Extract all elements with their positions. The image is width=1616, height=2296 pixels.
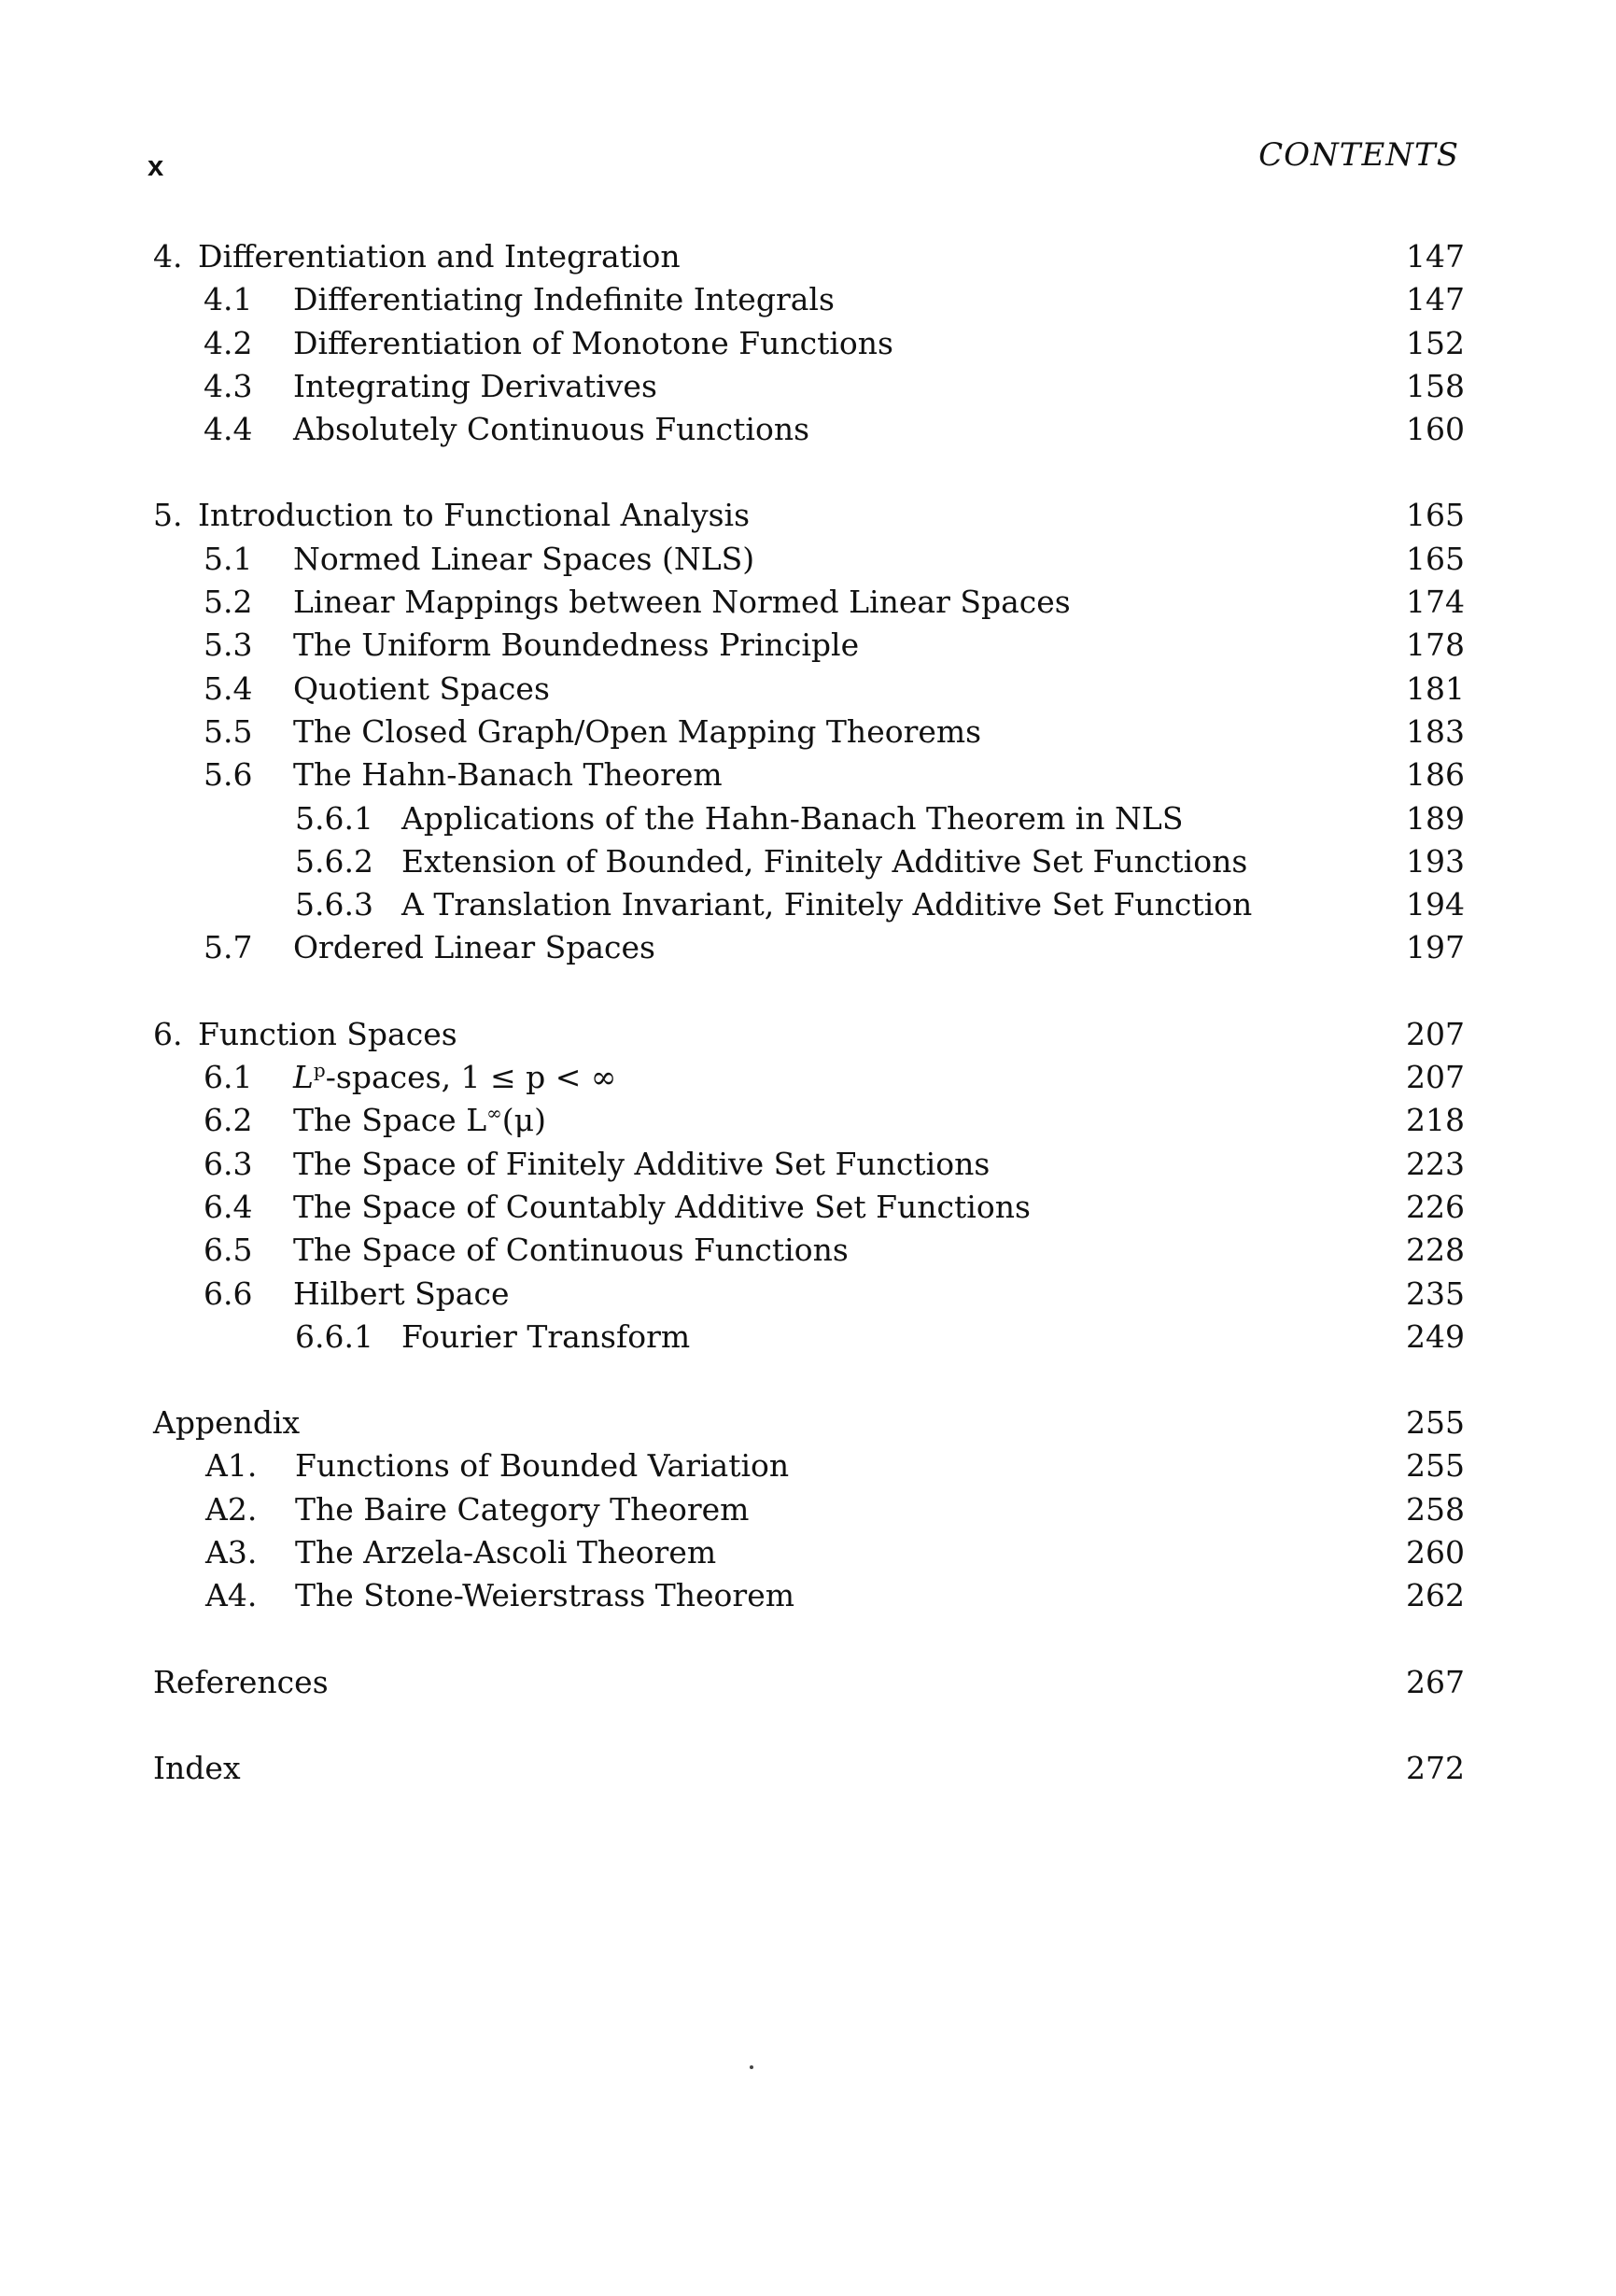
- entry-number: 5.2: [204, 584, 253, 621]
- entry-title: Ordered Linear Spaces: [293, 929, 655, 966]
- entry-title: Linear Mappings between Normed Linear Spaces: [293, 584, 1071, 621]
- entry-title: [293, 1056, 616, 1099]
- entry-page: 267: [1406, 1663, 1465, 1700]
- toc-entry-chapter[interactable]: [153, 1013, 1465, 1056]
- chapter-4: [153, 235, 1465, 451]
- entry-page: 194: [1406, 886, 1465, 923]
- entry-number: 6.5: [204, 1232, 253, 1269]
- entry-page: 235: [1406, 1275, 1465, 1312]
- entry-page: 181: [1406, 669, 1465, 707]
- entry-title: Applications of the Hahn-Banach Theorem in NLS: [401, 799, 1184, 837]
- toc-entry-section[interactable]: [153, 278, 1465, 321]
- entry-page: 189: [1406, 799, 1465, 837]
- toc-entry-section[interactable]: [153, 408, 1465, 451]
- toc-entry-chapter[interactable]: [153, 235, 1465, 278]
- entry-page: 178: [1406, 627, 1465, 664]
- entry-number: 5.6: [204, 756, 253, 794]
- entry-page: 223: [1406, 1145, 1465, 1182]
- entry-page: 272: [1406, 1749, 1465, 1786]
- entry-page: 228: [1406, 1232, 1465, 1269]
- entry-page: 147: [1406, 281, 1465, 318]
- entry-number: 6.3: [204, 1145, 253, 1182]
- entry-number: 5.6.3: [295, 886, 373, 923]
- entry-title: The Closed Graph/Open Mapping Theorems: [293, 712, 982, 750]
- entry-title: The Hahn-Banach Theorem: [293, 756, 723, 794]
- entry-title: The Baire Category Theorem: [295, 1490, 750, 1528]
- entry-number: 5.7: [204, 929, 253, 966]
- index: [153, 1747, 1465, 1790]
- table-of-contents: [153, 235, 1465, 1833]
- toc-entry-section[interactable]: [153, 711, 1465, 754]
- entry-title: Absolutely Continuous Functions: [293, 411, 810, 448]
- entry-page: 255: [1406, 1447, 1465, 1485]
- entry-page: 152: [1406, 324, 1465, 361]
- entry-page: 249: [1406, 1317, 1465, 1355]
- entry-page: 226: [1406, 1188, 1465, 1225]
- toc-entry-section[interactable]: [153, 1143, 1465, 1186]
- toc-entry-section[interactable]: [153, 1056, 1465, 1099]
- toc-entry-section[interactable]: [153, 581, 1465, 624]
- entry-page: 160: [1406, 411, 1465, 448]
- entry-title: References: [153, 1663, 329, 1700]
- entry-number: A3.: [205, 1534, 258, 1571]
- entry-title: Hilbert Space: [293, 1275, 510, 1312]
- entry-title: Quotient Spaces: [293, 669, 550, 707]
- toc-entry-section[interactable]: [153, 1273, 1465, 1316]
- entry-page: 165: [1406, 497, 1465, 534]
- entry-page: 207: [1406, 1015, 1465, 1052]
- entry-number: 5.6.2: [295, 842, 373, 880]
- toc-entry-subsection[interactable]: [153, 1316, 1465, 1359]
- title-text: -spaces, 1 ≤ p < ∞: [325, 1059, 617, 1096]
- entry-page: 147: [1406, 238, 1465, 275]
- toc-entry-section[interactable]: [153, 538, 1465, 581]
- entry-number: 5.5: [204, 712, 253, 750]
- references: [153, 1661, 1465, 1704]
- chapter-5: [153, 494, 1465, 969]
- toc-entry-appendix-section[interactable]: [153, 1531, 1465, 1574]
- running-head: CONTENTS: [1258, 136, 1459, 174]
- appendix: [153, 1402, 1465, 1617]
- toc-entry-section[interactable]: [153, 322, 1465, 365]
- entry-page: 174: [1406, 584, 1465, 621]
- entry-number: 6.2: [204, 1102, 253, 1139]
- entry-page: 186: [1406, 756, 1465, 794]
- toc-entry-section[interactable]: [153, 926, 1465, 969]
- scan-speck: [750, 2065, 753, 2069]
- entry-title: Differentiation of Monotone Functions: [293, 324, 893, 361]
- page-number: x: [148, 149, 164, 182]
- entry-title: Integrating Derivatives: [293, 367, 657, 404]
- entry-title: The Space of Finitely Additive Set Functions: [293, 1145, 991, 1182]
- toc-entry-section[interactable]: [153, 754, 1465, 796]
- entry-number: A4.: [205, 1577, 258, 1614]
- entry-number: 5.4: [204, 669, 253, 707]
- entry-title: [293, 1099, 546, 1142]
- entry-title: Differentiation and Integration: [198, 238, 681, 275]
- entry-number: 6.6.1: [295, 1317, 373, 1355]
- entry-page: 218: [1406, 1102, 1465, 1139]
- toc-entry-section[interactable]: [153, 624, 1465, 667]
- entry-number: 4.2: [204, 324, 253, 361]
- entry-page: 255: [1406, 1404, 1465, 1442]
- entry-title: Introduction to Functional Analysis: [198, 497, 751, 534]
- toc-entry-index[interactable]: [153, 1747, 1465, 1790]
- title-suffix: (μ): [501, 1102, 546, 1139]
- entry-title: The Space of Continuous Functions: [293, 1232, 849, 1269]
- title-text: The Space L: [293, 1102, 487, 1139]
- superscript-infinity: ∞: [486, 1102, 502, 1125]
- entry-number: 5.3: [204, 627, 253, 664]
- entry-number: 4.1: [204, 281, 253, 318]
- entry-page: 262: [1406, 1577, 1465, 1614]
- entry-title: Index: [153, 1749, 241, 1786]
- entry-title: The Arzela-Ascoli Theorem: [295, 1534, 717, 1571]
- entry-page: 165: [1406, 540, 1465, 577]
- entry-number: 4.4: [204, 411, 253, 448]
- entry-page: 183: [1406, 712, 1465, 750]
- entry-title: The Uniform Boundedness Principle: [293, 627, 860, 664]
- entry-number: A2.: [205, 1490, 258, 1528]
- entry-title: Differentiating Indefinite Integrals: [293, 281, 835, 318]
- toc-entry-appendix-section[interactable]: [153, 1444, 1465, 1487]
- entry-number: 6.4: [204, 1188, 253, 1225]
- entry-number: 4.: [153, 238, 183, 275]
- entry-number: 6.6: [204, 1275, 253, 1312]
- toc-entry-section[interactable]: [153, 1099, 1465, 1142]
- entry-page: 207: [1406, 1059, 1465, 1096]
- entry-title: Appendix: [153, 1404, 301, 1442]
- entry-title: The Stone-Weierstrass Theorem: [295, 1577, 795, 1614]
- entry-title: Extension of Bounded, Finitely Additive Set Functions: [401, 842, 1248, 880]
- toc-entry-appendix[interactable]: [153, 1402, 1465, 1444]
- superscript-p: p: [313, 1059, 326, 1082]
- entry-title: Fourier Transform: [401, 1317, 691, 1355]
- toc-entry-appendix-section[interactable]: [153, 1488, 1465, 1531]
- entry-number: 4.3: [204, 367, 253, 404]
- entry-page: 158: [1406, 367, 1465, 404]
- entry-page: 260: [1406, 1534, 1465, 1571]
- entry-page: 197: [1406, 929, 1465, 966]
- entry-title: The Space of Countably Additive Set Functions: [293, 1188, 1031, 1225]
- entry-page: 258: [1406, 1490, 1465, 1528]
- toc-entry-section[interactable]: [153, 365, 1465, 408]
- toc-entry-subsection[interactable]: [153, 883, 1465, 926]
- entry-number: A1.: [205, 1447, 258, 1485]
- entry-number: 5.6.1: [295, 799, 373, 837]
- toc-entry-appendix-section[interactable]: [153, 1574, 1465, 1617]
- entry-title: Functions of Bounded Variation: [295, 1447, 790, 1485]
- toc-entry-subsection[interactable]: [153, 840, 1465, 883]
- entry-title: Function Spaces: [198, 1015, 457, 1052]
- math-symbol-l: L: [293, 1059, 314, 1096]
- entry-number: 6.: [153, 1015, 183, 1052]
- toc-entry-subsection[interactable]: [153, 797, 1465, 840]
- toc-entry-section[interactable]: [153, 1186, 1465, 1229]
- toc-entry-references[interactable]: [153, 1661, 1465, 1704]
- entry-number: 5.1: [204, 540, 253, 577]
- entry-number: 5.: [153, 497, 183, 534]
- toc-entry-chapter[interactable]: [153, 494, 1465, 537]
- entry-page: 193: [1406, 842, 1465, 880]
- entry-title: A Translation Invariant, Finitely Additive Set Function: [401, 886, 1253, 923]
- toc-entry-section[interactable]: [153, 668, 1465, 711]
- chapter-6: [153, 1013, 1465, 1359]
- entry-number: 6.1: [204, 1059, 253, 1096]
- entry-title: Normed Linear Spaces (NLS): [293, 540, 755, 577]
- toc-entry-section[interactable]: [153, 1229, 1465, 1272]
